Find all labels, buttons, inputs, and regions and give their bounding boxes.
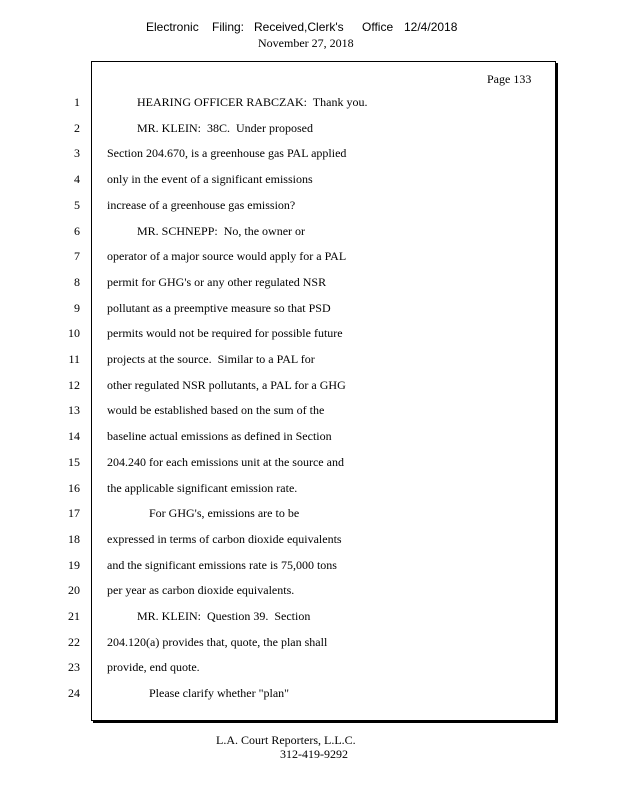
line-number: 10 [68,326,80,340]
line-text: permits would not be required for possible future [107,326,343,340]
line-number: 8 [74,275,80,289]
line-number: 18 [68,532,80,546]
line-text: operator of a major source would apply for a PAL [107,249,347,263]
line-text: other regulated NSR pollutants, a PAL for a GHG [107,378,346,392]
line-text: MR. KLEIN: 38C. Under proposed [107,121,313,135]
line-text: For GHG's, emissions are to be [107,506,300,520]
line-number: 14 [68,429,80,443]
line-number: 15 [68,455,80,469]
line-number: 9 [74,301,80,315]
line-number: 13 [68,403,80,417]
line-text: and the significant emissions rate is 75,000 tons [107,558,337,572]
line-number: 12 [68,378,80,392]
line-text: MR. SCHNEPP: No, the owner or [107,224,306,238]
line-text: only in the event of a significant emissions [107,172,313,186]
line-text: 204.240 for each emissions unit at the source and [107,455,344,469]
line-number: 24 [68,686,80,700]
line-number: 3 [74,146,80,160]
line-text: increase of a greenhouse gas emission? [107,198,296,212]
line-number: 23 [68,660,80,674]
line-number: 2 [74,121,80,135]
line-text: 204.120(a) provides that, quote, the plan shall [107,635,328,649]
line-text: pollutant as a preemptive measure so that PSD [107,301,331,315]
line-number: 5 [74,198,80,212]
line-number: 20 [68,583,80,597]
stamp-electronic: Electronic [146,20,199,34]
line-text: per year as carbon dioxide equivalents. [107,583,295,597]
line-number: 7 [74,249,80,263]
line-number: 16 [68,481,80,495]
line-number: 11 [68,352,80,366]
transcript-date: November 27, 2018 [258,36,354,50]
line-text: permit for GHG's or any other regulated NSR [107,275,327,289]
reporter-company: L.A. Court Reporters, L.L.C. [216,733,356,747]
line-number: 4 [74,172,80,186]
stamp-received: Received,Clerk's [254,20,344,34]
reporter-phone: 312-419-9292 [280,747,348,761]
line-number: 19 [68,558,80,572]
line-number: 17 [68,506,80,520]
line-text: Section 204.670, is a greenhouse gas PAL applied [107,146,347,160]
line-number: 6 [74,224,80,238]
line-text: MR. KLEIN: Question 39. Section [107,609,311,623]
line-number: 21 [68,609,80,623]
line-text: baseline actual emissions as defined in Section [107,429,332,443]
stamp-filing: Filing: [212,20,245,34]
line-text: the applicable significant emission rate. [107,481,298,495]
line-number: 1 [74,95,80,109]
page-number: Page 133 [487,72,532,86]
stamp-office: Office [362,20,394,34]
line-text: provide, end quote. [107,660,200,674]
line-text: projects at the source. Similar to a PAL for [107,352,315,366]
line-text: Please clarify whether "plan" [107,686,290,700]
line-number: 22 [68,635,80,649]
line-text: would be established based on the sum of the [107,403,325,417]
line-text: HEARING OFFICER RABCZAK: Thank you. [107,95,368,109]
line-text: expressed in terms of carbon dioxide equivalents [107,532,342,546]
stamp-date: 12/4/2018 [404,20,458,34]
